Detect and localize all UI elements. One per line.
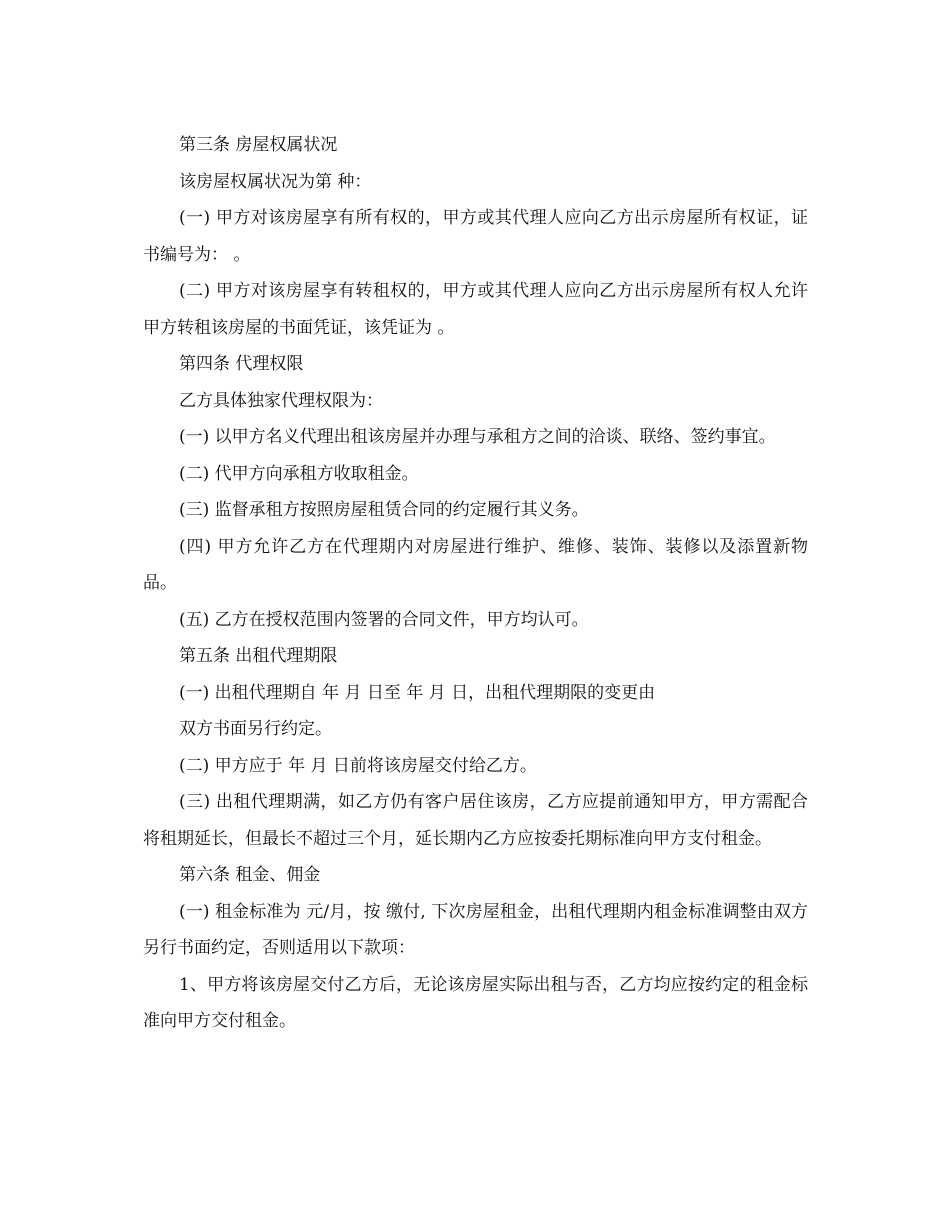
paragraph: (四) 甲方允许乙方在代理期内对房屋进行维护、维修、装饰、装修以及添置新物品。	[143, 536, 808, 593]
paragraph: (二) 代甲方向承租方收取租金。	[179, 463, 419, 484]
paragraph: 该房屋权属状况为第 种：	[179, 171, 372, 192]
paragraph: 乙方具体独家代理权限为：	[179, 390, 383, 411]
paragraph: (三) 出租代理期满，如乙方仍有客户居住该房，乙方应提前通知甲方，甲方需配合将租期延长，但最长不超过三个月，延长期内乙方应按委托期标准向甲方支付租金。	[143, 792, 808, 849]
article-5-heading: 第五条 出租代理期限	[179, 646, 338, 666]
paragraph: 1、甲方将该房屋交付乙方后，无论该房屋实际出租与否，乙方均应按约定的租金标准向甲方交付租金。	[143, 974, 808, 1031]
article-6-heading: 第六条 租金、佣金	[179, 865, 321, 885]
article-4-heading: 第四条 代理权限	[179, 354, 304, 374]
paragraph: (五) 乙方在授权范围内签署的合同文件，甲方均认可。	[179, 609, 589, 630]
paragraph: (一) 租金标准为 元/月，按 缴付, 下次房屋租金，出租代理期内租金标准调整由双方另行书面约定，否则适用以下款项：	[143, 901, 808, 958]
paragraph: (三) 监督承租方按照房屋租赁合同的约定履行其义务。	[179, 500, 589, 520]
paragraph-continuation: 双方书面另行约定。	[179, 719, 332, 739]
paragraph: (一) 以甲方名义代理出租该房屋并办理与承租方之间的洽谈、联络、签约事宜。	[179, 427, 776, 447]
paragraph: (一) 甲方对该房屋享有所有权的，甲方或其代理人应向乙方出示房屋所有权证，证书编号为： 。	[143, 208, 808, 265]
paragraph: (二) 甲方对该房屋享有转租权的，甲方或其代理人应向乙方出示房屋所有权人允许甲方转租该房屋的书面凭证，该凭证为 。	[143, 281, 808, 338]
paragraph: (一) 出租代理期自 年 月 日至 年 月 日，出租代理期限的变更由	[179, 682, 656, 703]
article-3-heading: 第三条 房屋权属状况	[179, 135, 338, 155]
document-body	[143, 127, 808, 1040]
paragraph: (二) 甲方应于 年 月 日前将该房屋交付给乙方。	[179, 755, 537, 776]
